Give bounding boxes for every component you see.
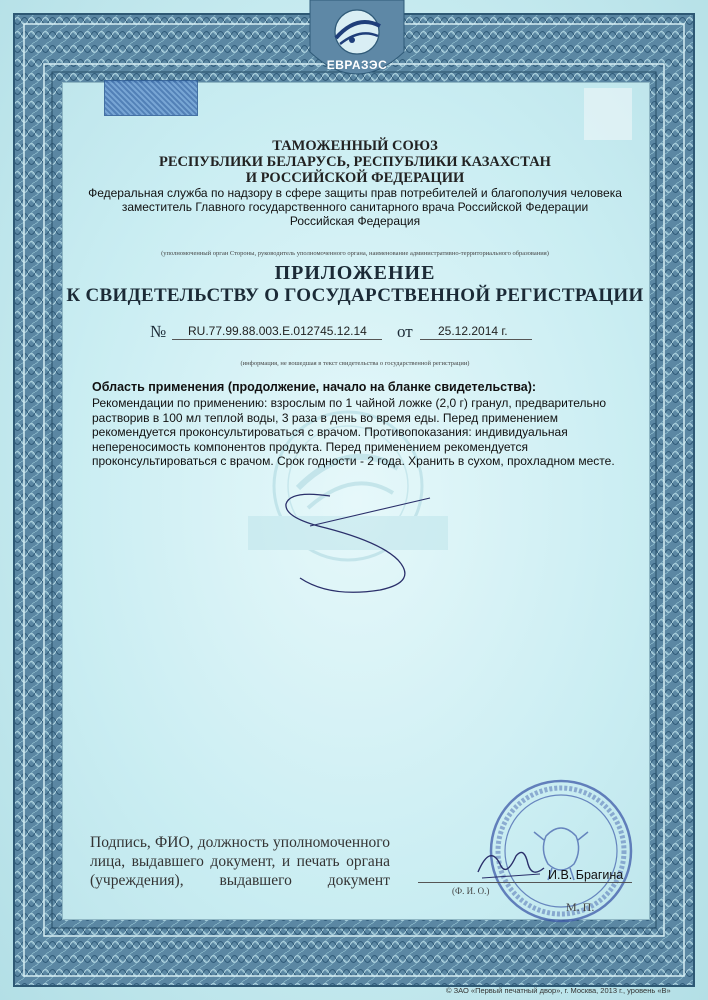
authority-line-3: Российская Федерация (289, 214, 421, 228)
hologram-sticker (104, 80, 198, 116)
document-title (62, 262, 648, 307)
signer-underline (418, 882, 632, 883)
registration-caption: (информация, не вошедшая в текст свидетельства о государственной регистрации) (240, 360, 470, 367)
registration-date: 25.12.2014 г. (438, 324, 508, 338)
authority-line-1: Федеральная служба по надзору в сфере защиты прав потребителей и благополучия человека (88, 186, 622, 200)
date-label: от (397, 322, 413, 341)
scope-heading: Область применения (продолжение, начало на бланке свидетельства): (92, 380, 537, 394)
authority-caption: (уполномоченный орган Стороны, руководитель уполномоченного органа, наименование административно-территориального образования) (161, 250, 549, 257)
date-underline (420, 339, 532, 340)
title-line-1: ПРИЛОЖЕНИЕ (274, 262, 436, 284)
registration-number: RU.77.99.88.003.Е.012745.12.14 (188, 324, 367, 338)
customs-union-header (62, 138, 648, 186)
union-line-2: РЕСПУБЛИКИ БЕЛАРУСЬ, РЕСПУБЛИКИ КАЗАХСТАН (159, 154, 551, 170)
signer-initials-signature (470, 838, 550, 888)
issuing-authority (62, 186, 648, 228)
seal-place-label: М. П. (566, 900, 595, 914)
authority-line-2: заместитель Главного государственного санитарного врача Российской Федерации (121, 200, 589, 214)
eurasec-emblem-icon (302, 0, 412, 86)
number-label: № (150, 322, 167, 341)
signer-name: И.В. Брагина (548, 868, 624, 882)
fio-caption: (Ф. И. О.) (452, 886, 490, 896)
union-line-1: ТАМОЖЕННЫЙ СОЮЗ (272, 138, 438, 154)
handwritten-signature (230, 470, 460, 600)
title-line-2: К СВИДЕТЕЛЬСТВУ О ГОСУДАРСТВЕННОЙ РЕГИСТРАЦИИ (66, 285, 644, 306)
signature-caption: Подпись, ФИО, должность уполномоченного лица, выдавшего документ, и печать органа (учреждения), выдавшего документ (90, 834, 390, 889)
printer-footer: © ЗАО «Первый печатный двор», г. Москва, 2013 г., уровень «В» (446, 986, 671, 995)
number-underline (172, 339, 382, 340)
hologram-patch (584, 88, 632, 140)
emblem-label: ЕВРАЗЭС (326, 58, 388, 72)
scope-text: Рекомендации по применению: взрослым по 1 чайной ложке (2,0 г) гранул, предварительно растворив в 100 мл теплой воды, 3 раза в день во время еды. Перед применением рекомендуется проконсультироваться с врачом. Противопоказания: индивидуальная непереносимость компонентов продукта. Перед применением рекомендуется проконсультироваться с врачом. Срок годности - 2 года. Хранить в сухом, прохладном месте. (92, 396, 615, 469)
union-line-3: И РОССИЙСКОЙ ФЕДЕРАЦИИ (245, 170, 465, 186)
